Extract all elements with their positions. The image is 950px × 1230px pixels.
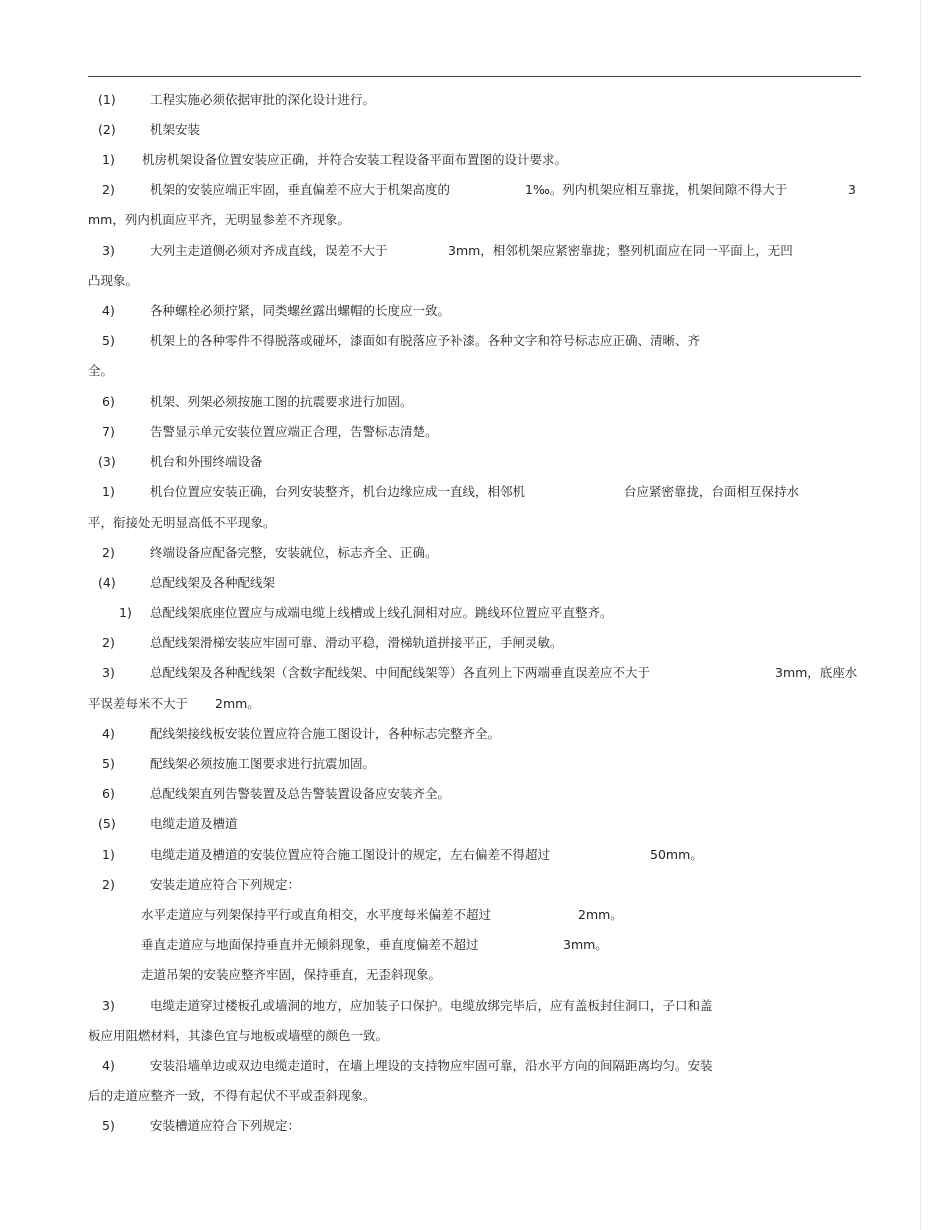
text-line-continuation: 平误差每米不大于 bbox=[88, 696, 189, 711]
item-number: 3) bbox=[102, 243, 115, 258]
item-number: 5) bbox=[102, 333, 115, 348]
text-line: 配线架必须按施工图要求进行抗震加固。 bbox=[150, 756, 376, 771]
text-line: 安装走道应符合下列规定： bbox=[150, 877, 301, 892]
text-line: 机架、列架必须按施工图的抗震要求进行加固。 bbox=[150, 394, 413, 409]
section-heading: 机架安装 bbox=[150, 122, 201, 137]
text-line: 水平走道应与列架保持平行或直角相交，水平度每米偏差不超过 bbox=[141, 907, 492, 922]
text-line-continuation: mm，列内机面应平齐，无明显参差不齐现象。 bbox=[88, 212, 350, 227]
text-line-segment: 2mm。 bbox=[578, 907, 623, 922]
text-line-continuation: 全。 bbox=[88, 363, 114, 378]
item-number: 3) bbox=[102, 998, 115, 1013]
text-line-continuation: 板应用阻燃材料，其漆色宜与地板或墙壁的颜色一致。 bbox=[88, 1028, 389, 1043]
item-number: 4) bbox=[102, 1058, 115, 1073]
item-number: 1) bbox=[102, 847, 115, 862]
item-number: 1) bbox=[102, 152, 115, 167]
text-line: 大列主走道侧必须对齐成直线，误差不大于 bbox=[150, 243, 388, 258]
text-line-segment: 50mm。 bbox=[650, 847, 703, 862]
section-heading: 总配线架及各种配线架 bbox=[150, 575, 276, 590]
text-line: 终端设备应配备完整，安装就位，标志齐全、正确。 bbox=[150, 545, 438, 560]
item-number: 3) bbox=[102, 665, 115, 680]
item-number: (2) bbox=[98, 122, 116, 137]
text-line: 机台位置应安装正确，台列安装整齐，机台边缘应成一直线，相邻机 bbox=[150, 484, 526, 499]
text-line: 总配线架滑梯安装应牢固可靠、滑动平稳，滑梯轨道拼接平正，手闸灵敏。 bbox=[150, 635, 563, 650]
item-number: 1) bbox=[102, 484, 115, 499]
item-number: 1) bbox=[119, 605, 132, 620]
item-number: 5) bbox=[102, 756, 115, 771]
text-line: 电缆走道穿过楼板孔或墙洞的地方，应加装子口保护。电缆放绑完毕后，应有盖板封住洞口，子口和盖 bbox=[150, 998, 713, 1013]
text-line: 总配线架直列告警装置及总告警装置设备应安装齐全。 bbox=[150, 786, 451, 801]
item-number: 2) bbox=[102, 635, 115, 650]
section-heading: 机台和外围终端设备 bbox=[150, 454, 263, 469]
item-number: 4) bbox=[102, 726, 115, 741]
text-line-segment: 2mm。 bbox=[215, 696, 260, 711]
item-number: 2) bbox=[102, 877, 115, 892]
text-line: 机房机架设备位置安装应正确，并符合安装工程设备平面布置图的设计要求。 bbox=[142, 152, 568, 167]
item-number: 5) bbox=[102, 1118, 115, 1133]
text-line: 安装沿墙单边或双边电缆走道时，在墙上埋设的支持物应牢固可靠，沿水平方向的间隔距离均匀。安装 bbox=[150, 1058, 713, 1073]
item-number: (1) bbox=[98, 92, 116, 107]
text-line-segment: 3mm。 bbox=[563, 937, 608, 952]
item-number: (5) bbox=[98, 816, 116, 831]
text-line-continuation: 平，衔接处无明显高低不平现象。 bbox=[88, 515, 276, 530]
text-line-segment: 3mm，相邻机架应紧密靠拢；整列机面应在同一平面上，无凹 bbox=[448, 243, 793, 258]
item-number: (3) bbox=[98, 454, 116, 469]
text-line: 机架的安装应端正牢固，垂直偏差不应大于机架高度的 bbox=[150, 182, 451, 197]
text-line-continuation: 后的走道应整齐一致，不得有起伏不平或歪斜现象。 bbox=[88, 1088, 376, 1103]
header-rule bbox=[88, 76, 861, 77]
section-heading: 电缆走道及槽道 bbox=[150, 816, 238, 831]
item-number: 6) bbox=[102, 394, 115, 409]
text-line: 工程实施必须依据审批的深化设计进行。 bbox=[150, 92, 376, 107]
text-line: 各种螺栓必须拧紧，同类螺丝露出螺帽的长度应一致。 bbox=[150, 303, 451, 318]
text-line: 走道吊架的安装应整齐牢固，保持垂直，无歪斜现象。 bbox=[141, 967, 442, 982]
item-number: (4) bbox=[98, 575, 116, 590]
item-number: 7) bbox=[102, 424, 115, 439]
text-line: 垂直走道应与地面保持垂直并无倾斜现象，垂直度偏差不超过 bbox=[141, 937, 479, 952]
text-line: 配线架接线板安装位置应符合施工图设计，各种标志完整齐全。 bbox=[150, 726, 501, 741]
text-line: 安装槽道应符合下列规定： bbox=[150, 1118, 301, 1133]
item-number: 2) bbox=[102, 545, 115, 560]
text-line: 机架上的各种零件不得脱落或碰坏，漆面如有脱落应予补漆。各种文字和符号标志应正确、清晰、齐 bbox=[150, 333, 701, 348]
text-line-continuation: 凸现象。 bbox=[88, 273, 139, 288]
text-line: 告警显示单元安装位置应端正合理，告警标志清楚。 bbox=[150, 424, 438, 439]
item-number: 6) bbox=[102, 786, 115, 801]
text-line-segment: 3mm，底座水 bbox=[775, 665, 858, 680]
item-number: 4) bbox=[102, 303, 115, 318]
item-number: 2) bbox=[102, 182, 115, 197]
text-line-segment: 1‰。列内机架应相互靠拢，机架间隙不得大于 bbox=[525, 182, 788, 197]
text-line: 总配线架底座位置应与成端电缆上线槽或上线孔洞相对应。跳线环位置应平直整齐。 bbox=[150, 605, 613, 620]
page-edge-line bbox=[920, 0, 921, 1230]
text-line-segment: 3 bbox=[848, 182, 856, 197]
text-line: 总配线架及各种配线架（含数字配线架、中间配线架等）各直列上下两端垂直误差应不大于 bbox=[150, 665, 651, 680]
text-line: 电缆走道及槽道的安装位置应符合施工图设计的规定，左右偏差不得超过 bbox=[150, 847, 551, 862]
text-line-segment: 台应紧密靠拢，台面相互保持水 bbox=[624, 484, 800, 499]
